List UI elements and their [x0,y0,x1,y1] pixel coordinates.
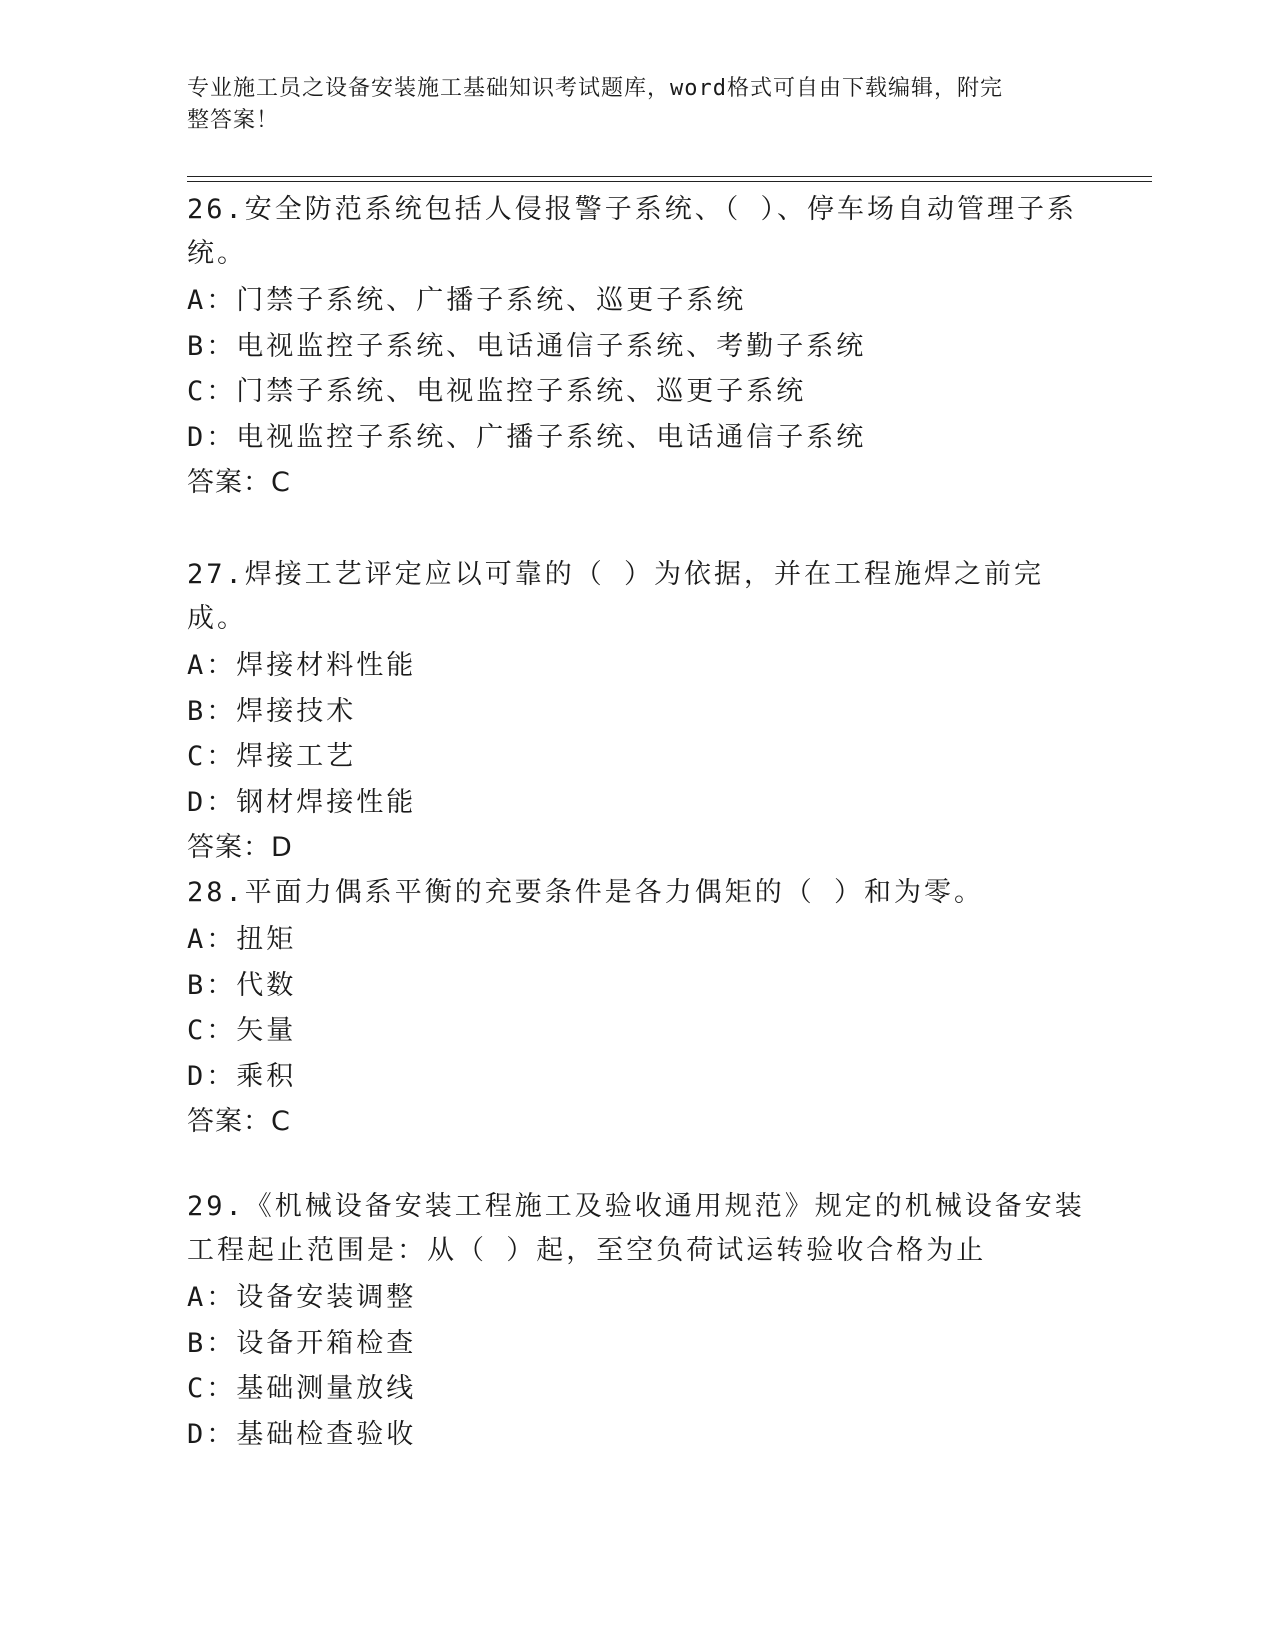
option-c: C：门禁子系统、电视监控子系统、巡更子系统 [187,376,807,407]
option-a: A：门禁子系统、广播子系统、巡更子系统 [187,285,747,316]
document-header [187,73,1067,137]
question-27 [187,553,1087,871]
question-stem: 29.《机械设备安装工程施工及验收通用规范》规定的机械设备安装工程起止范围是：从（ ）起，至空负荷试运转验收合格为止 [187,1191,1085,1266]
option-c: C：矢量 [187,1015,297,1046]
answer: 答案：C [187,467,291,498]
option-d: D：钢材焊接性能 [187,786,417,818]
option-c: C：焊接工艺 [187,741,357,772]
option-b: B：电视监控子系统、电话通信子系统、考勤子系统 [187,330,867,362]
header-line-2: 整答案！ [187,108,280,133]
option-b: B：焊接技术 [187,695,357,727]
option-c: C：基础测量放线 [187,1373,417,1404]
option-d: D：基础检查验收 [187,1418,417,1450]
question-26 [187,188,1087,506]
header-line-1: 专业施工员之设备安装施工基础知识考试题库，word格式可自由下载编辑，附完 [187,76,1003,101]
option-d: D：乘积 [187,1060,297,1092]
answer: 答案：C [187,1106,291,1137]
question-29 [187,1185,1087,1457]
question-stem: 27.焊接工艺评定应以可靠的（ ）为依据，并在工程施焊之前完成。 [187,559,1045,634]
option-a: A：设备安装调整 [187,1282,417,1313]
option-a: A：焊接材料性能 [187,650,417,681]
option-d: D：电视监控子系统、广播子系统、电话通信子系统 [187,421,867,453]
option-b: B：设备开箱检查 [187,1327,417,1359]
question-28 [187,871,1087,1145]
question-stem: 28.平面力偶系平衡的充要条件是各力偶矩的（ ）和为零。 [187,877,985,908]
answer: 答案：D [187,832,293,863]
question-stem: 26.安全防范系统包括人侵报警子系统、（ ）、停车场自动管理子系统。 [187,194,1078,269]
header-divider-bottom [187,181,1152,182]
option-b: B：代数 [187,969,297,1001]
header-divider-top [187,176,1152,177]
option-a: A：扭矩 [187,924,297,955]
